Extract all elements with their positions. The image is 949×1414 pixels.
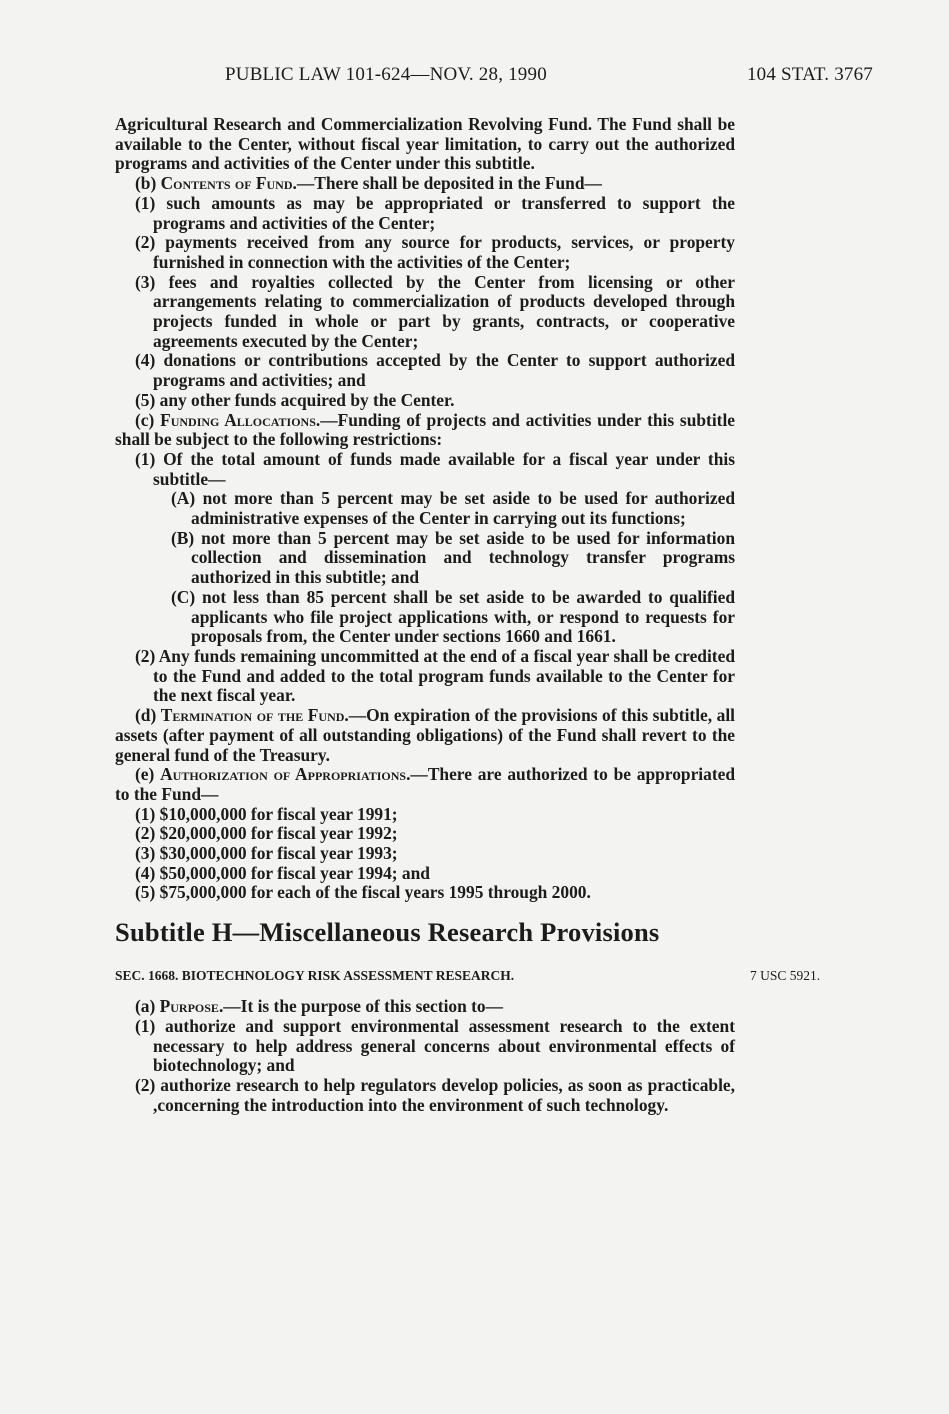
subsection-a-heading: Purpose bbox=[159, 996, 219, 1017]
section-heading: SEC. 1668. BIOTECHNOLOGY RISK ASSESSMENT RESEARCH. bbox=[115, 968, 515, 984]
subsection-a: (a) Purpose.—It is the purpose of this section to— bbox=[135, 996, 503, 1017]
margin-citation: 7 USC 5921. bbox=[750, 968, 821, 984]
paragraph-fund-availability: Agricultural Research and Commercialization Revolving Fund. The Fund shall be available to the Center, without fiscal year limitation, to carry out the authorized programs and activities of the Center under this subtitle. bbox=[115, 114, 735, 174]
clause-c2: (2) Any funds remaining uncommitted at the end of a fiscal year shall be credited to the Fund and added to the total program funds available to the Center for the next fiscal year. bbox=[135, 645, 735, 706]
subsection-d-heading: Termination of the Fund bbox=[160, 705, 345, 726]
subsection-c: (c) Funding Allocations.—Funding of projects and activities under this subtitle shall be subject to the following restrictions: bbox=[115, 409, 736, 450]
clause-a2: (2) authorize research to help regulators develop policies, as soon as practicable, ,concerning the introduction into the environment of such technology. bbox=[135, 1074, 735, 1115]
subsection-b-heading: Contents of Fund bbox=[160, 173, 293, 194]
clause-c1a: (A) not more than 5 percent may be set aside to be used for authorized administrative expenses of the Center in carrying out its functions; bbox=[171, 488, 735, 529]
subsection-c-heading: Funding Allocations bbox=[160, 409, 316, 430]
section-heading-row bbox=[115, 967, 821, 985]
subsection-b: (b) Contents of Fund.—There shall be deposited in the Fund— bbox=[135, 173, 602, 194]
clause-c1: (1) Of the total amount of funds made available for a fiscal year under this subtitle— bbox=[135, 448, 735, 489]
statute-page-number: 104 STAT. 3767 bbox=[746, 64, 873, 85]
subsection-e-heading: Authorization of Appropriations bbox=[160, 764, 407, 785]
clause-b1: (1) such amounts as may be appropriated or transferred to support the programs and activities of the Center; bbox=[135, 192, 735, 233]
clause-c1c: (C) not less than 85 percent shall be set aside to be awarded to qualified applicants who file project applications with, or respond to requests for proposals from, the Center under sections 1660 and 1661. bbox=[171, 586, 735, 647]
subsection-e: (e) Authorization of Appropriations.—There are authorized to be appropriated to the Fund— bbox=[115, 764, 735, 804]
clause-b5: (5) any other funds acquired by the Center. bbox=[135, 389, 455, 410]
subsection-d: (d) Termination of the Fund.—On expiration of the provisions of this subtitle, all assets (after payment of all outstanding obligations) of the Fund shall revert to the general fund of the Treasury. bbox=[115, 705, 735, 765]
clause-c1b: (B) not more than 5 percent may be set aside to be used for information collection and dissemination and technology transfer programs authorized in this subtitle; and bbox=[171, 527, 735, 588]
running-title: PUBLIC LAW 101-624—NOV. 28, 1990 bbox=[225, 64, 547, 85]
document-body bbox=[115, 114, 821, 1115]
appropriation-1991: (1) $10,000,000 for fiscal year 1991; bbox=[135, 803, 398, 824]
page-header bbox=[115, 64, 873, 96]
subtitle-heading: Subtitle H—Miscellaneous Research Provisions bbox=[115, 917, 660, 948]
appropriation-1995-2000: (5) $75,000,000 for each of the fiscal years 1995 through 2000. bbox=[135, 882, 591, 903]
clause-b2: (2) payments received from any source for products, services, or property furnished in connection with the activities of the Center; bbox=[135, 232, 735, 272]
appropriation-1992: (2) $20,000,000 for fiscal year 1992; bbox=[135, 823, 398, 844]
clause-b3: (3) fees and royalties collected by the Center from licensing or other arrangements relating to commercialization of products developed through projects funded in whole or part by grants, contracts, or cooperative agreements executed by the Center; bbox=[135, 271, 735, 351]
clause-b4: (4) donations or contributions accepted by the Center to support authorized programs and activities; and bbox=[135, 350, 735, 391]
appropriation-1994: (4) $50,000,000 for fiscal year 1994; and bbox=[135, 862, 430, 883]
appropriation-1993: (3) $30,000,000 for fiscal year 1993; bbox=[135, 843, 398, 864]
clause-a1: (1) authorize and support environmental assessment research to the extent necessary to help address general concerns about environmental effects of biotechnology; and bbox=[135, 1015, 735, 1076]
